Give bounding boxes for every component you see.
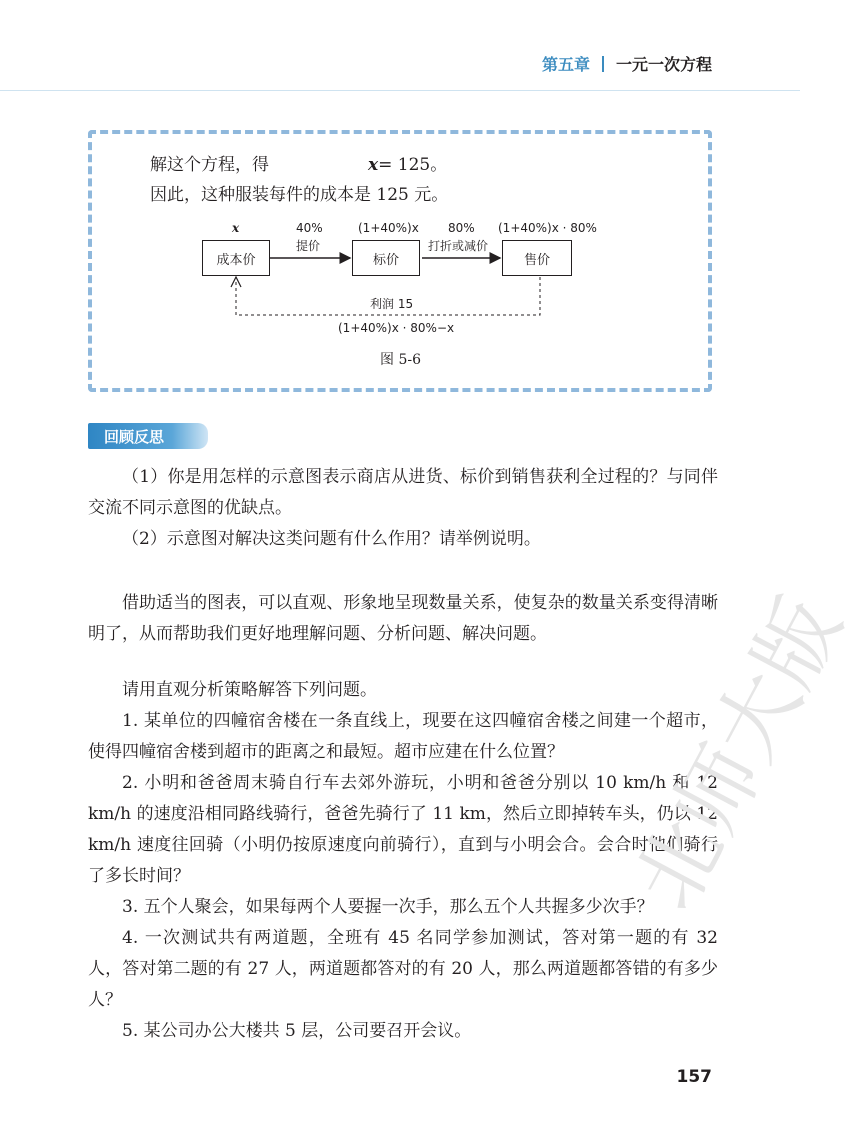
reflection-tag: 回顾反思	[88, 423, 208, 449]
label-80-percent: 80%	[448, 221, 475, 235]
box-cost-price: 成本价	[202, 240, 270, 276]
equation-value: = 125。	[378, 155, 448, 175]
chapter-header	[542, 52, 712, 75]
chapter-title: 一元一次方程	[615, 55, 712, 74]
chapter-number: 第五章	[541, 55, 590, 74]
exercise-item-4: 4. 一次测试共有两道题，全班有 45 名同学参加测试，答对第一题的有 32 人，答对第二题的有 27 人，两道题都答对的有 20 人，那么两道题都答错的有多少人？	[88, 928, 718, 1010]
label-x: x	[232, 221, 240, 235]
reflection-question-2: （2）示意图对解决这类问题有什么作用？请举例说明。	[122, 529, 541, 549]
equation-variable: x	[368, 155, 379, 175]
label-sale-expression: (1+40%)x · 80%	[498, 221, 597, 235]
box-marked-price: 标价	[352, 240, 420, 276]
flow-diagram	[200, 215, 610, 365]
exercise-item-1: 1. 某单位的四幢宿舍楼在一条直线上，现要在这四幢宿舍楼之间建一个超市，使得四幢宿舍楼到超市的距离之和最短。超市应建在什么位置？	[88, 711, 718, 762]
exercise-intro: 请用直观分析策略解答下列问题。	[122, 680, 377, 700]
label-profit: 利润 15	[370, 297, 414, 311]
header-separator	[602, 56, 604, 72]
summary-text: 借助适当的图表，可以直观、形象地呈现数量关系，使复杂的数量关系变得清晰明了，从而帮助我们更好地理解问题、分析问题、解决问题。	[88, 593, 718, 644]
exercise-item-5: 5. 某公司办公大楼共 5 层，公司要召开会议。	[122, 1021, 472, 1041]
solution-conclusion: 因此，这种服装每件的成本是 125 元。	[150, 185, 449, 205]
reflection-questions	[88, 462, 718, 555]
label-marked-expression: (1+40%)x	[358, 221, 419, 235]
header-rule	[0, 90, 800, 91]
exercise-item-3: 3. 五个人聚会，如果每两个人要握一次手，那么五个人共握多少次手？	[122, 897, 654, 917]
solution-equation	[368, 150, 447, 175]
publisher-watermark: 北师大版	[615, 581, 861, 925]
label-40-percent: 40%	[296, 221, 323, 235]
reflection-question-1: （1）你是用怎样的示意图表示商店从进货、标价到销售获利全过程的？与同伴交流不同示意图的优缺点。	[88, 467, 718, 518]
label-discount: 打折或减价	[428, 239, 489, 253]
summary-paragraph	[88, 588, 718, 650]
page-number: 157	[676, 1067, 712, 1087]
label-raise: 提价	[296, 239, 321, 253]
label-profit-expression: (1+40%)x · 80%−x	[338, 321, 455, 335]
figure-caption: 图 5-6	[380, 352, 421, 368]
exercise-item-2: 2. 小明和爸爸周末骑自行车去郊外游玩，小明和爸爸分别以 10 km/h 和 12 km/h 的速度沿相同路线骑行，爸爸先骑行了 11 km，然后立即掉转车头，仍以 12 km/h 速度往回骑（小明仍按原速度向前骑行），直到与小明会合。会合时他们骑行了多长时间？	[88, 773, 718, 886]
box-sale-price: 售价	[502, 240, 572, 276]
solution-prefix: 解这个方程，得	[150, 155, 269, 175]
